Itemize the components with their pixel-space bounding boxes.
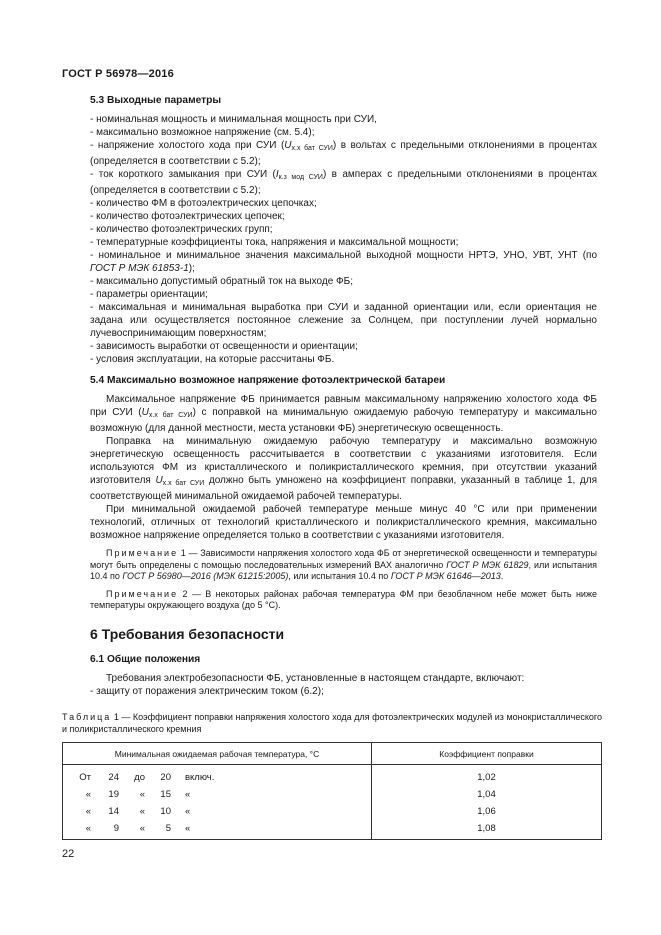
para-text: должно быть умножено на коэффициент поправки, указанный в таблице 1, для соответствующей минимальной ожидаемой рабочей температуры. <box>90 475 598 502</box>
symbol-i: I <box>275 169 279 180</box>
list-item: - номинальная мощность и минимальная мощность при СУИ, <box>90 114 377 125</box>
para-text: ) с поправкой на минимальную ожидаемую рабочую температуру и максимально возможную (для данной местности, места установки ФБ) энергетическую освещенность. <box>90 407 597 434</box>
temperature-range-cell <box>63 786 372 803</box>
coefficient-cell: 1,04 <box>372 786 602 803</box>
temperature-part: 19 <box>108 789 119 800</box>
symbol-subscript: к.з мод СУИ <box>278 174 323 181</box>
temperature-part: « <box>139 789 145 800</box>
paragraph <box>90 393 597 435</box>
coefficient-cell: 1,08 <box>372 820 602 840</box>
note-2 <box>90 589 597 612</box>
correction-table <box>62 742 602 840</box>
temperature-part: « <box>185 789 191 800</box>
column-header-coefficient: Коэффициент поправки <box>372 743 602 765</box>
table-caption <box>62 712 602 735</box>
item-text: ); <box>188 263 195 274</box>
paragraph: При минимальной ожидаемой рабочей температуре меньше минус 40 °С или при применении технологий, отличных от технологий кристаллического и поликристаллического кремния, максимально возможное напряжение определяется только в соответствии с указаниями изготовителя. <box>90 504 597 541</box>
list-item: - условия эксплуатации, на которые рассчитаны ФБ. <box>90 354 335 365</box>
item-text: ) в вольтах с предельными отклонениями в процентах (определяется в соответствии с 5.2); <box>90 140 598 167</box>
list-item: - количество фотоэлектрических цепочек; <box>90 211 285 222</box>
temperature-part: « <box>185 823 191 834</box>
temperature-part: От <box>79 772 91 783</box>
symbol-subscript: х.х бат СУИ <box>162 480 205 487</box>
temperature-part: 14 <box>108 806 119 817</box>
symbol-u: U <box>141 407 149 418</box>
table-caption-text: 1 — Коэффициент поправки напряжения холостого хода для фотоэлектрических модулей из монокристаллического и поликристаллического кремния <box>62 712 602 734</box>
temperature-part: « <box>85 823 91 834</box>
temperature-part: включ. <box>185 772 215 783</box>
coefficient-cell: 1,06 <box>372 803 602 820</box>
note-text: . <box>500 571 504 581</box>
note-text: 1 — Зависимости напряжения холостого хода ФБ от энергетической освещенности и температуры могут быть определены с помощью последовательных измерений ВАХ аналогично <box>90 548 597 570</box>
table-row <box>63 765 602 787</box>
symbol-subscript: х.х бат СУИ <box>148 412 193 419</box>
section-heading-6-1: 6.1 Общие положения <box>90 653 201 665</box>
list-item: - зависимость выработки от освещенности и ориентации; <box>90 341 358 352</box>
para-text: Максимальное напряжение ФБ принимается равным максимальному напряжению холостого хода ФБ при СУИ ( <box>90 394 597 418</box>
list-item: - температурные коэффициенты тока, напряжения и максимальной мощности; <box>90 237 459 248</box>
standard-reference: ГОСТ Р МЭК 61646—2013 <box>390 571 501 581</box>
section-heading-5-4: 5.4 Максимально возможное напряжение фотоэлектрической батареи <box>90 375 446 386</box>
temperature-range-cell <box>63 803 372 820</box>
list-item: - максимально допустимый обратный ток на выходе ФБ; <box>90 276 353 287</box>
symbol-u: U <box>284 140 292 151</box>
table-caption-label: Таблица <box>62 712 112 722</box>
list-item <box>90 168 597 197</box>
table-row <box>63 786 602 803</box>
note-1 <box>90 548 597 583</box>
page-content <box>90 94 597 698</box>
temperature-part: до <box>134 772 145 783</box>
list-item: - защиту от поражения электрическим током (6.2); <box>90 685 324 697</box>
item-text: ) в амперах с предельными отклонениями в процентах (определяется в соответствии с 5.2); <box>90 169 598 196</box>
temperature-part: « <box>139 823 145 834</box>
standard-reference: ГОСТ Р МЭК 61853-1 <box>90 263 189 274</box>
list-item: - максимально возможное напряжение (см. 5.4); <box>90 127 315 138</box>
list-item: - количество ФМ в фотоэлектрических цепочках; <box>90 198 317 209</box>
temperature-part: « <box>85 789 91 800</box>
paragraph: Требования электробезопасности ФБ, установленные в настоящем стандарте, включают: <box>106 672 525 684</box>
table-row <box>63 820 602 840</box>
temperature-part: 15 <box>160 789 171 800</box>
document-id-header: ГОСТ Р 56978—2016 <box>62 68 174 80</box>
temperature-part: « <box>139 806 145 817</box>
temperature-part: 9 <box>113 823 119 834</box>
note-label: Примечание <box>106 548 179 558</box>
temperature-range-cell <box>63 765 372 787</box>
item-text: - напряжение холостого хода при СУИ ( <box>90 140 285 151</box>
temperature-part: 24 <box>108 772 119 783</box>
paragraph <box>90 435 597 503</box>
temperature-part: 10 <box>160 806 171 817</box>
section-heading-6: 6 Требования безопасности <box>90 625 285 642</box>
table-row <box>63 803 602 820</box>
para-text: Поправка на минимальную ожидаемую рабочую температуру и максимально возможную энергетическую освещенность рассчитывается в соответствии с указаниями изготовителя. Если используются ФМ из кристаллического и поликристаллического кремния, при отсутствии указаний изготовителя <box>90 436 597 486</box>
temperature-part: « <box>185 806 191 817</box>
temperature-part: 20 <box>160 772 171 783</box>
note-label: Примечание <box>106 588 179 599</box>
note-text: , или испытания 10.4 по <box>90 559 597 581</box>
symbol-u: U <box>155 475 163 486</box>
column-header-temperature: Минимальная ожидаемая рабочая температура, °С <box>63 743 372 765</box>
list-item <box>90 249 597 275</box>
item-text: - ток короткого замыкания при СУИ ( <box>90 169 276 180</box>
item-text: - номинальное и минимальное значения максимальной выходной мощности НРТЭ, УНО, УВТ, УНТ (по <box>90 250 597 261</box>
list-item: - максимальная и минимальная выработка при СУИ и заданной ориентации или, если ориентация не задана или осуществляется постоянное слежение за Солнцем, при поступлении лучей нормально лучевоспринимающим поверхностям; <box>90 302 597 339</box>
note-text: , или испытания 10.4 по <box>288 571 391 581</box>
coefficient-cell: 1,02 <box>372 765 602 787</box>
note-text: 2 — В некоторых районах рабочая температура ФМ при безоблачном небе может быть ниже температуры окружающего воздуха (до 5 °С). <box>90 588 597 610</box>
temperature-part: « <box>85 806 91 817</box>
section-heading-5-3: 5.3 Выходные параметры <box>90 95 222 106</box>
standard-reference: ГОСТ Р МЭК 61829 <box>446 559 529 570</box>
standard-reference: ГОСТ Р 56980—2016 (МЭК 61215:2005) <box>122 571 289 581</box>
list-item: - количество фотоэлектрических групп; <box>90 224 273 235</box>
page-number: 22 <box>62 848 75 860</box>
symbol-subscript: х.х бат СУИ <box>291 145 333 152</box>
list-item <box>90 139 597 168</box>
temperature-part: 5 <box>165 823 171 834</box>
temperature-range-cell <box>63 820 372 840</box>
list-item: - параметры ориентации; <box>90 289 208 300</box>
